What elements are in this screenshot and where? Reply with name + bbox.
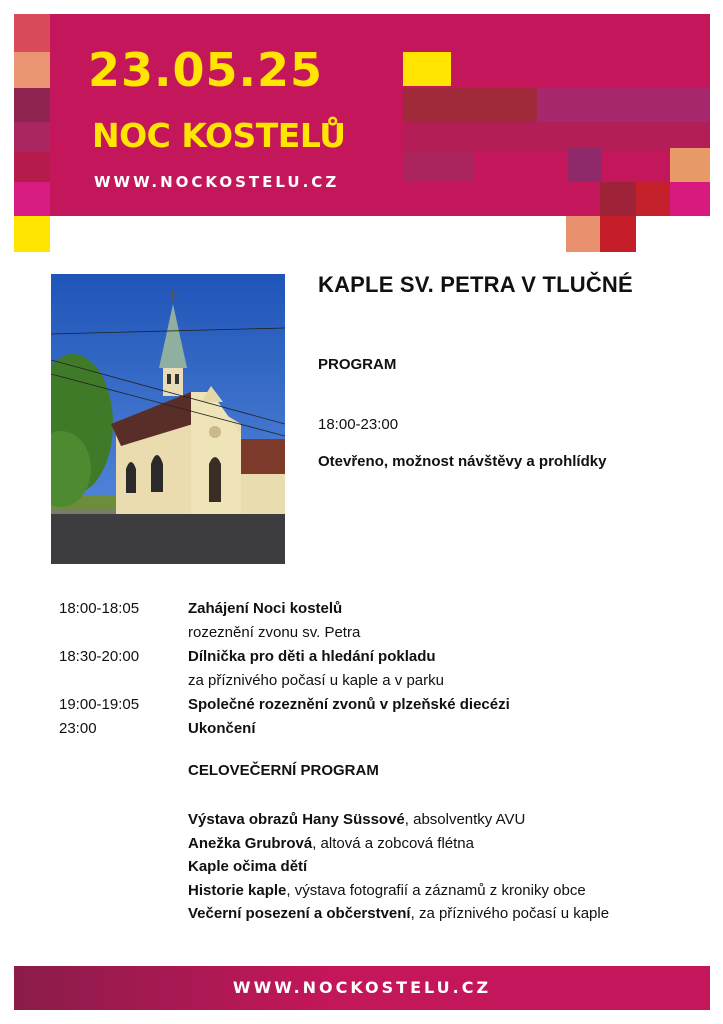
schedule-subtitle: za příznivého počasí u kaple a v parku [188,672,444,689]
decor-tile [14,152,50,182]
schedule-time: 18:30-20:00 [59,648,140,665]
allnight-item-detail: , výstava fotografií a záznamů z kroniky obce [286,881,586,899]
header-url: WWW.NOCKOSTELU.CZ [94,173,340,191]
header-banner [0,0,723,260]
schedule-row [59,645,699,669]
decor-tile [600,182,636,216]
event-date: 23.05.25 [88,43,323,97]
allnight-item [188,902,708,926]
decor-tile [600,216,636,252]
decor-tile [14,122,50,152]
schedule-list [59,597,699,741]
allnight-item-name: Anežka Grubrová [188,834,313,852]
allnight-item-name: Historie kaple [188,881,287,899]
decor-tile [403,122,710,152]
schedule-title: Dílnička pro děti a hledání pokladu [188,648,436,665]
allnight-item-detail: , absolventky AVU [404,811,526,828]
schedule-subrow [59,669,699,693]
allnight-item [188,855,708,879]
decor-tile [636,182,670,216]
schedule-title: Společné rozeznění zvonů v plzeňské diecézi [188,696,510,713]
schedule-subrow [59,621,699,645]
decor-tile [670,182,710,216]
program-label: PROGRAM [318,356,397,373]
decor-tile [537,88,710,122]
allnight-item-name: Večerní posezení a občerstvení [188,905,411,922]
decor-tile [14,216,50,252]
allnight-item-detail: , altová a zobcová flétna [312,834,474,852]
decor-tile [14,14,50,52]
allnight-item [188,879,708,903]
decor-tile [670,148,710,182]
chapel-photo [51,274,285,564]
allnight-label: CELOVEČERNÍ PROGRAM [188,762,379,779]
event-title: NOC KOSTELŮ [92,116,346,155]
venue-title: KAPLE SV. PETRA V TLUČNÉ [318,272,633,297]
schedule-title: Ukončení [188,720,256,737]
schedule-time: 19:00-19:05 [59,696,140,713]
decor-tile [14,182,50,216]
allnight-item-name: Výstava obrazů Hany Süssové [188,811,405,828]
decor-tile [403,88,537,122]
schedule-time: 18:00-18:05 [59,600,140,617]
allnight-item-name: Kaple očima dětí [188,858,308,875]
decor-tile [403,152,473,182]
allnight-list [188,808,708,926]
schedule-subtitle: rozeznění zvonu sv. Petra [188,624,361,641]
allnight-item [188,832,708,856]
decor-tile [568,148,602,182]
allnight-item [188,808,708,832]
schedule-row [59,597,699,621]
main-description: Otevřeno, možnost návštěvy a prohlídky [318,453,607,470]
footer-banner [14,966,710,1010]
footer-url: WWW.NOCKOSTELU.CZ [232,978,492,997]
decor-tile [403,52,451,86]
schedule-row [59,693,699,717]
allnight-item-detail: , za příznivého počasí u kaple [410,905,610,922]
decor-tile [14,52,50,88]
decor-tile [566,216,600,252]
main-time: 18:00-23:00 [318,416,399,433]
schedule-row [59,717,699,741]
schedule-time: 23:00 [59,720,97,737]
decor-tile [14,88,50,122]
schedule-title: Zahájení Noci kostelů [188,600,343,617]
